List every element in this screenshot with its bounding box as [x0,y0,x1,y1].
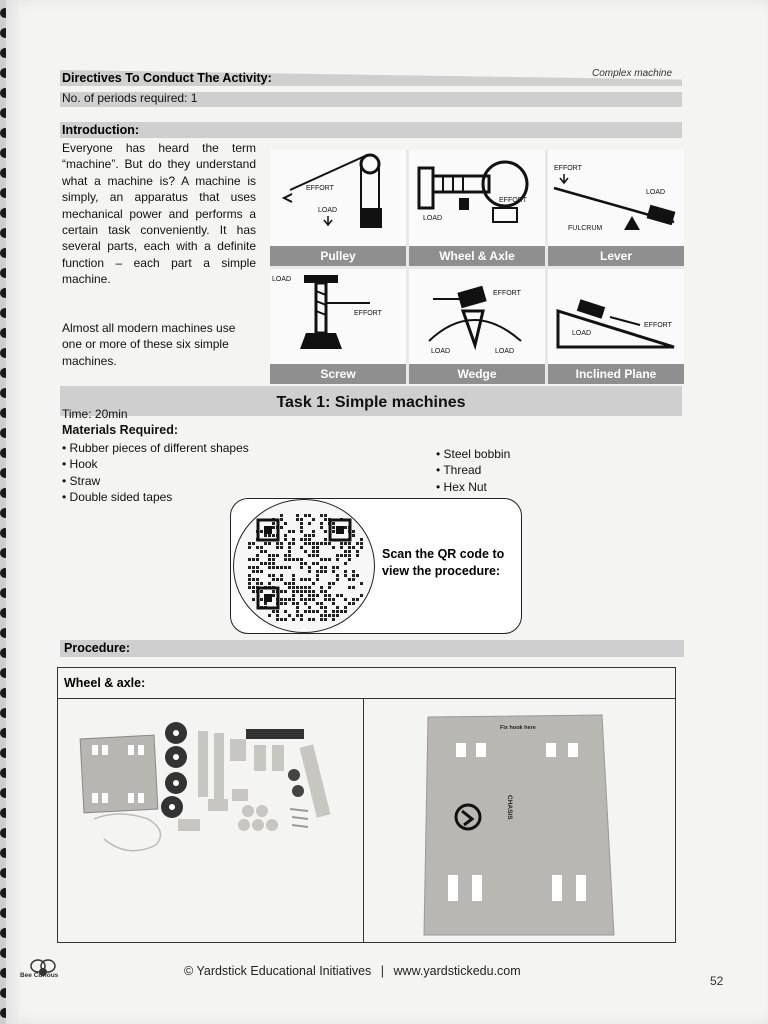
wedge-effort-tag: EFFORT [493,289,521,297]
machine-lever [548,150,684,266]
periods-required: No. of periods required: 1 [62,91,198,105]
materials-list-right [436,446,510,495]
material-item: • Hex Nut [436,479,510,495]
procedure-title: Procedure: [64,641,130,655]
chassis-label: CHASIS [506,795,513,820]
wedge-load-tag-right: LOAD [495,347,515,355]
material-item: • Double sided tapes [62,489,249,505]
material-item: • Hook [62,456,249,472]
incline-effort-tag: EFFORT [644,321,672,329]
footer-line [184,964,521,978]
lever-icon [548,150,684,245]
introduction-bar [60,122,682,138]
lever-fulcrum-tag: FULCRUM [568,225,603,232]
introduction-title: Introduction: [62,123,140,137]
inclined-plane-icon [548,269,684,364]
qr-code-icon[interactable] [233,499,375,633]
wheel-load-tag: LOAD [423,215,443,222]
lever-effort-tag: EFFORT [554,165,582,172]
directives-title: Directives To Conduct The Activity: [62,71,272,85]
material-item: • Steel bobbin [436,446,510,462]
parts-photo [58,699,364,942]
procedure-table [57,667,676,943]
machine-screw [270,269,406,385]
procedure-bar [60,640,684,657]
materials-title: Materials Required: [62,423,179,437]
introduction-paragraph-2: Almost all modern machines use one or more of these six simple machines. [62,321,236,368]
fix-hook-label: Fix hook here [500,725,536,731]
machine-label-screw: Screw [270,364,406,384]
screw-load-tag: LOAD [272,275,292,283]
machine-label-wheel-axle: Wheel & Axle [409,246,545,266]
machine-label-wedge: Wedge [409,364,545,384]
running-head: Complex machine [592,68,673,79]
machine-inclined-plane [548,269,684,385]
pulley-icon [270,150,406,245]
footer-copyright: © Yardstick Educational Initiatives [184,964,372,978]
machine-pulley [270,150,406,266]
machine-wedge [409,269,545,385]
wheel-axle-icon [409,150,545,245]
simple-machines-grid [270,150,684,384]
chassis-photo [364,699,675,942]
materials-list-left [62,440,249,506]
parts-illustration [58,699,363,941]
lever-load-tag: LOAD [646,189,666,196]
pulley-load-tag: LOAD [318,207,338,214]
wedge-load-tag-left: LOAD [431,347,451,355]
bee-curious-logo [22,954,66,984]
footer-separator: | [380,964,385,978]
machine-wheel-axle [409,150,545,266]
material-item: • Straw [62,473,249,489]
machine-label-lever: Lever [548,246,684,266]
qr-instruction: Scan the QR code to view the procedure: [382,547,505,578]
task-time: Time: 20min [62,407,128,421]
introduction-paragraph: Everyone has heard the term “machine”. But do they understand what a machine is? A machine is simply, an apparatus that uses mechanical power and performs a certain task conveniently. It has several parts, each with a definite function – each part a simple machine. [62,141,256,287]
task-title: Task 1: Simple machines [60,386,682,416]
document-page [6,0,768,1024]
page-number: 52 [710,974,724,988]
machine-label-pulley: Pulley [270,246,406,266]
wedge-icon [409,269,545,364]
footer-website[interactable]: www.yardstickedu.com [393,964,521,978]
screw-icon [270,269,406,364]
material-item: • Rubber pieces of different shapes [62,440,249,456]
incline-load-tag: LOAD [572,329,592,337]
screw-effort-tag: EFFORT [354,309,382,317]
logo-text: Bee Curious [20,972,59,979]
material-item: • Thread [436,462,510,478]
table-header-wheel-axle: Wheel & axle: [58,668,675,699]
wheel-effort-tag: EFFORT [499,197,527,204]
machine-label-inclined-plane: Inclined Plane [548,364,684,384]
pulley-effort-tag: EFFORT [306,185,334,192]
